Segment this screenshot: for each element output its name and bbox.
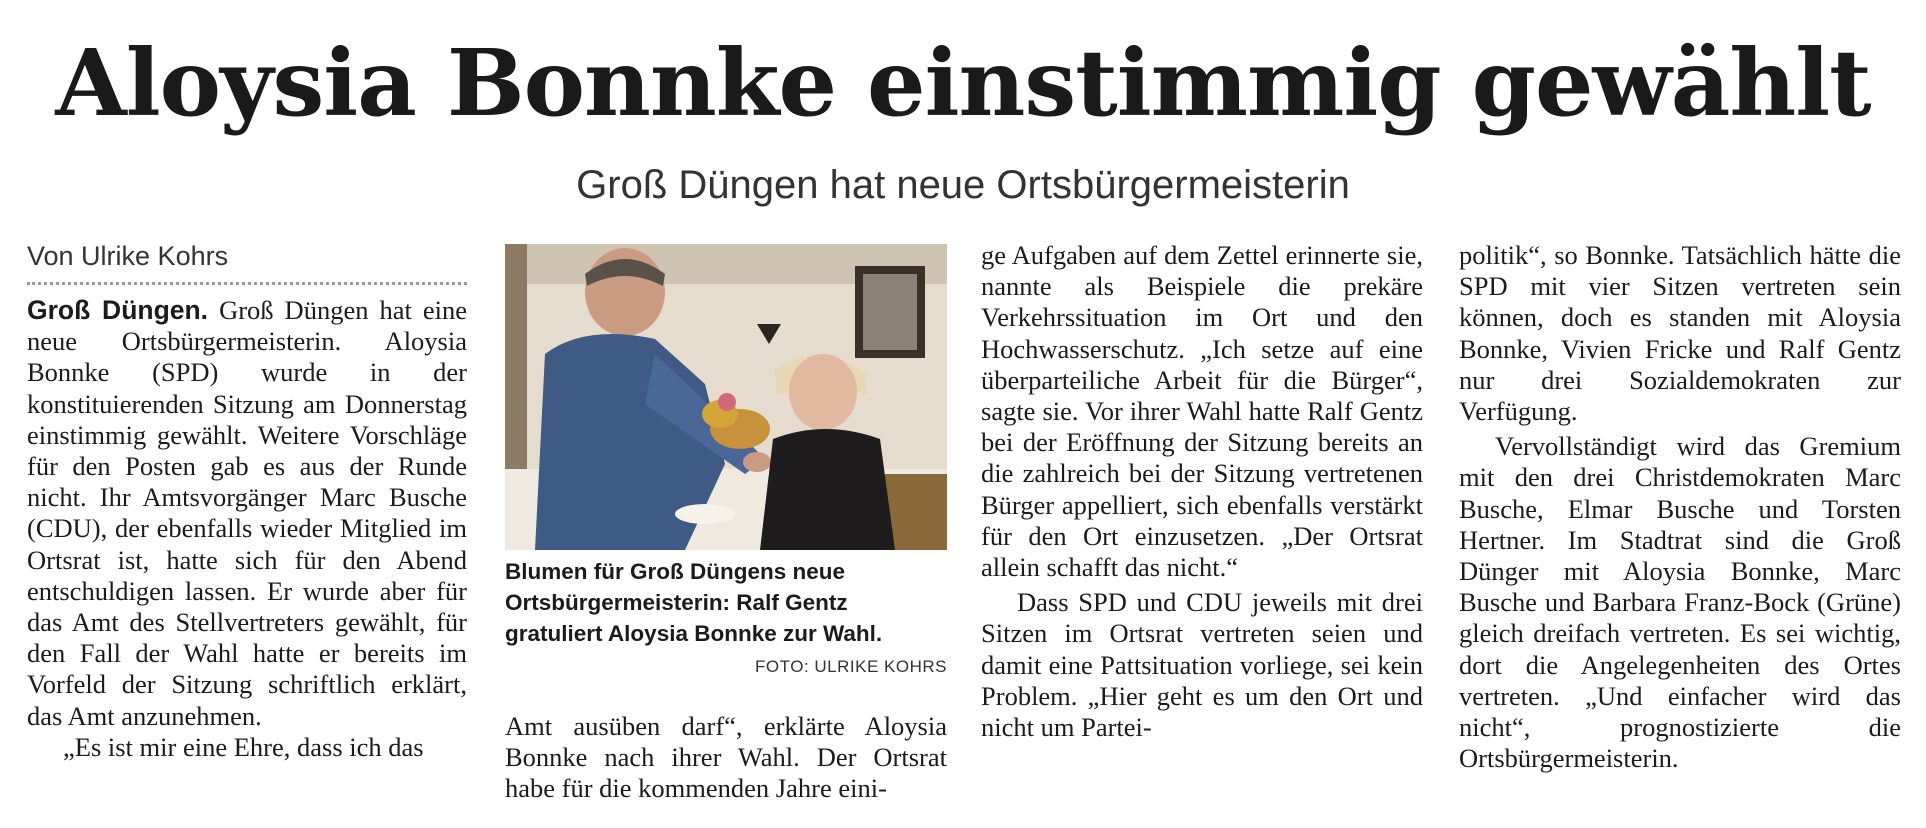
paragraph: politik“, so Bonnke. Tatsächlich hätte die SPD mit vier Sitzen vertreten sein können, doch es standen mit Aloysia Bonnke, Vivien Fricke und Ralf Gentz nur drei Sozialdemokraten zur Verfügung. — [1459, 240, 1901, 427]
paragraph — [27, 295, 467, 732]
photo-illustration — [505, 244, 947, 550]
photo-caption: Blumen für Groß Düngens neue Ortsbürgermeisterin: Ralf Gentz gratuliert Aloysia Bonnke zur Wahl. — [505, 559, 883, 646]
column-3 — [981, 240, 1423, 743]
paragraph: Vervollständigt wird das Gremium mit den drei Christdemokraten Marc Busche, Elmar Busche und Torsten Hertner. Im Stadtrat sind die Groß Dünger mit Aloysia Bonnke, Marc Busche und Barbara Franz-Bock (Grüne) gleich dreifach vertreten. Es sei wichtig, dort die Angelegenheiten des Ortes vertreten. „Und einfacher wird das nicht“, prognostizierte die Ortsbürgermeisterin. — [1459, 431, 1901, 774]
article-photo — [505, 244, 947, 550]
headline: Aloysia Bonnke einstimmig gewählt — [55, 29, 1871, 137]
photo-credit: FOTO: ULRIKE KOHRS — [755, 657, 947, 676]
dateline: Groß Düngen. — [27, 295, 209, 325]
column-1 — [27, 240, 467, 763]
column-2 — [505, 711, 947, 805]
column-4 — [1459, 240, 1901, 774]
paragraph-text: Groß Düngen hat eine neue Ortsbürgermeisterin. Aloysia Bonnke (SPD) wurde in der konstituierenden Sitzung am Donnerstag einstimmig gewählt. Weitere Vorschläge für den Posten gab es aus der Runde nicht. Ihr Amtsvorgänger Marc Busche (CDU), der ebenfalls wieder Mitglied im Ortsrat ist, hatte sich für den Abend entschuldigen lassen. Er wurde aber für das Amt des Stellvertreters gewählt, für den Fall der Wahl hatte er bereits im Vorfeld der Sitzung schriftlich erklärt, das Amt anzunehmen. — [27, 295, 468, 731]
byline: Von Ulrike Kohrs — [27, 240, 467, 285]
paragraph: ge Aufgaben auf dem Zettel erinnerte sie, nannte als Beispiele die prekäre Verkehrssituation im Ort und den Hochwasserschutz. „Ich setze auf eine überparteiliche Arbeit für die Bürger“, sagte sie. Vor ihrer Wahl hatte Ralf Gentz bei der Eröffnung der Sitzung bereits an die zahlreich bei der Sitzung vertretenen Bürger appelliert, sich ebenfalls verstärkt für den Ort einzusetzen. „Der Ortsrat allein schafft das nicht.“ — [981, 240, 1423, 583]
subheadline: Groß Düngen hat neue Ortsbürgermeisterin — [576, 163, 1350, 207]
paragraph: Dass SPD und CDU jeweils mit drei Sitzen im Ortsrat vertreten seien und damit eine Pattsituation vorliege, sei kein Problem. „Hier geht es um den Ort und nicht um Partei- — [981, 587, 1423, 743]
paragraph: Amt ausüben darf“, erklärte Aloysia Bonnke nach ihrer Wahl. Der Ortsrat habe für die kommenden Jahre eini- — [505, 711, 947, 804]
paragraph: „Es ist mir eine Ehre, dass ich das — [63, 731, 424, 762]
